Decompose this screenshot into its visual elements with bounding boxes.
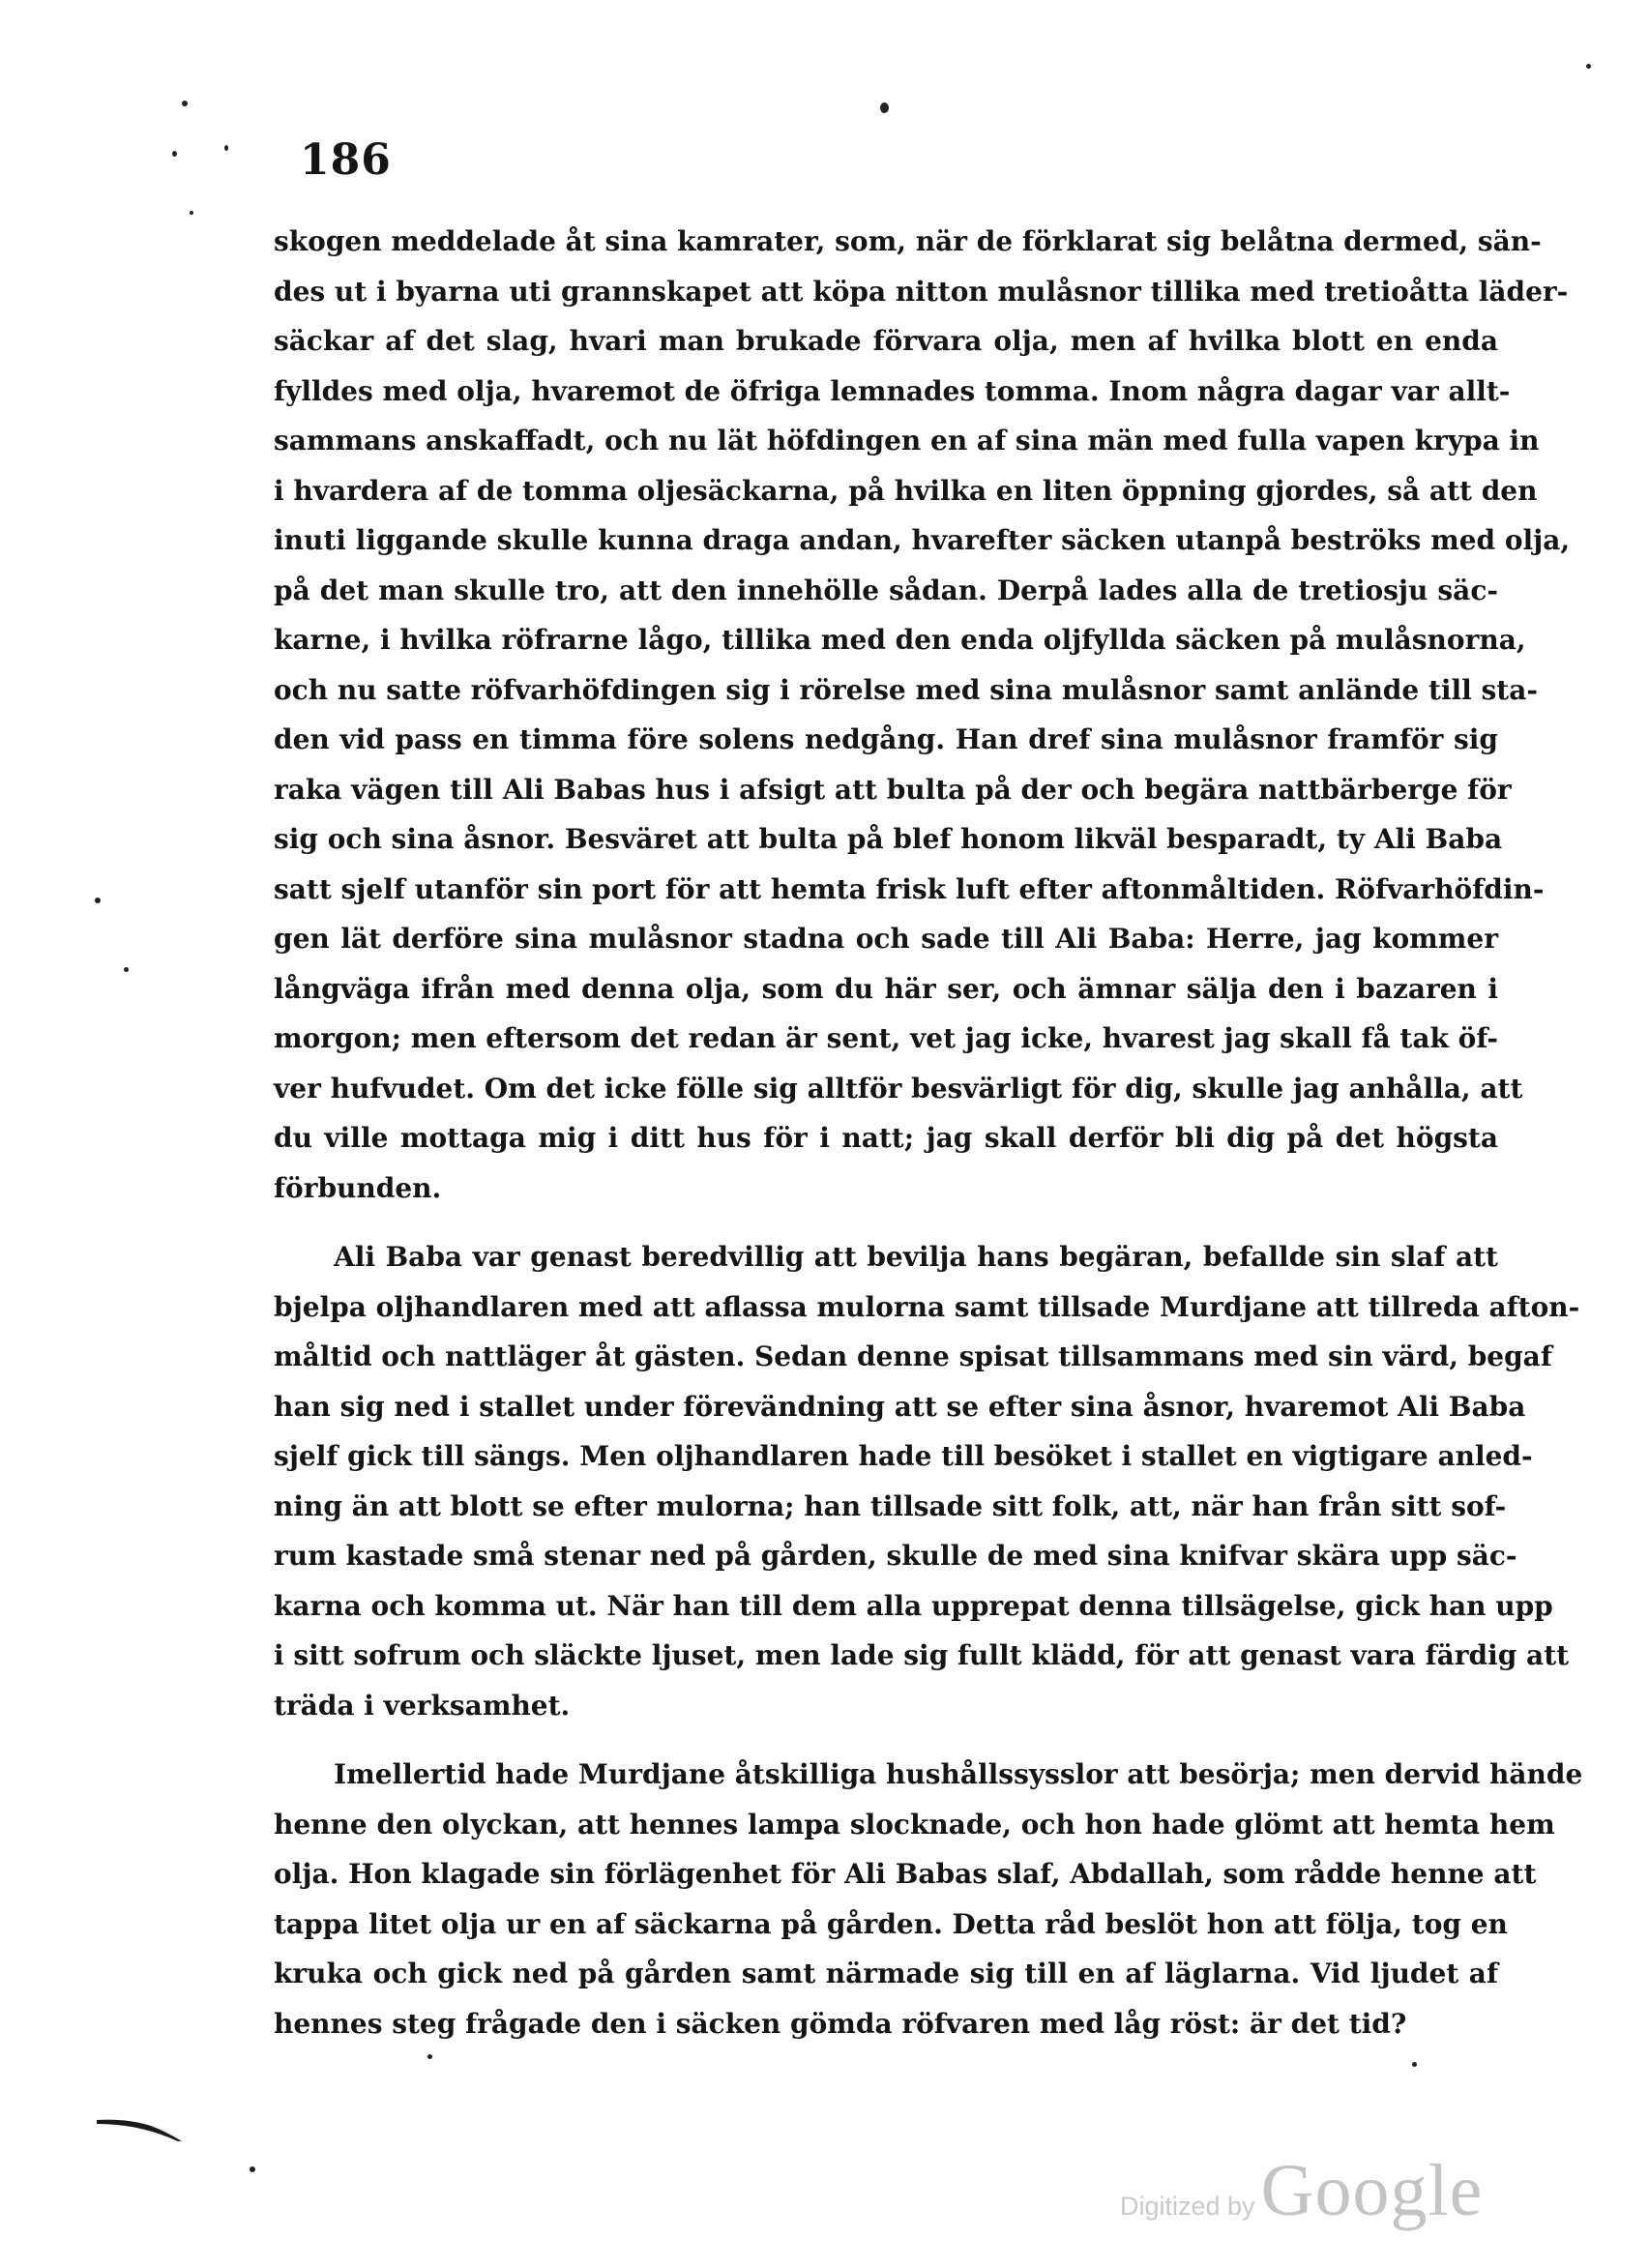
paragraph-gap [274, 1213, 1498, 1232]
text-line: olja. Hon klagade sin förlägenhet för Ali Babas slaf, Abdallah, som rådde henne att [274, 1858, 1537, 1890]
speck [1412, 2062, 1417, 2067]
body-text [274, 217, 1583, 2048]
text-line: bjelpa oljhandlaren med att aflassa mulorna samt tillsade Murdjane att tillreda afton- [274, 1290, 1580, 1323]
text-line: des ut i byarna uti grannskapet att köpa nitton mulåsnor tillika med tretioåtta läder- [274, 275, 1569, 308]
ink-scratch [97, 2116, 182, 2141]
text-line: Imellertid hade Murdjane åtskilliga hushållssysslor att besörja; men dervid hände [334, 1758, 1583, 1790]
paragraph [274, 1232, 1580, 1730]
text-line: morgon; men eftersom det redan är sent, vet jag icke, hvarest jag skall få tak öf- [274, 1022, 1498, 1054]
text-line: gen lät derföre sina mulåsnor stadna och sade till Ali Baba: Herre, jag kommer [274, 923, 1498, 955]
text-line: rum kastade små stenar ned på gården, skulle de med sina knifvar skära upp säc- [274, 1540, 1517, 1572]
text-line: henne den olyckan, att hennes lampa slocknade, och hon hade glömt att hemta hem [274, 1808, 1555, 1841]
speck [880, 103, 889, 113]
page-number: 186 [300, 135, 392, 185]
text-line: den vid pass en timma före solens nedgång. Han dref sina mulåsnor framför sig [274, 723, 1498, 755]
speck [1586, 64, 1591, 69]
text-line: han sig ned i stallet under förevändning att se efter sina åsnor, hvaremot Ali Baba [274, 1390, 1526, 1423]
watermark-prefix: Digitized by [1120, 2192, 1255, 2221]
text-line: sammans anskaffadt, och nu lät höfdingen en af sina män med fulla vapen krypa in [274, 425, 1540, 457]
paragraph [274, 1750, 1583, 2048]
speck [172, 151, 177, 157]
text-line: förbunden. [274, 1171, 442, 1204]
text-line: träda i verksamhet. [274, 1689, 571, 1722]
text-line: tappa litet olja ur en af säckarna på gården. Detta råd beslöt hon att följa, tog en [274, 1907, 1508, 1940]
text-line: du ville mottaga mig i ditt hus för i natt; jag skall derför bli dig på det högsta [274, 1122, 1498, 1154]
digitized-watermark [1120, 2149, 1483, 2233]
text-line: måltid och nattläger åt gästen. Sedan denne spisat tillsammans med sin värd, begaf [274, 1340, 1552, 1372]
text-line: karne, i hvilka röfrarne lågo, tillika med den enda oljfyllda säcken på mulåsnorna, [274, 624, 1526, 656]
paragraph-gap [274, 1730, 1498, 1750]
paragraph [274, 217, 1571, 1213]
text-line: ver hufvudet. Om det icke fölle sig alltför besvärligt för dig, skulle jag anhålla, att [274, 1072, 1523, 1105]
speck [224, 145, 228, 151]
text-line: sig och sina åsnor. Besväret att bulta på blef honom likväl besparadt, ty Ali Baba [274, 823, 1503, 855]
speck [190, 211, 193, 215]
text-line: säckar af det slag, hvari man brukade förvara olja, men af hvilka blott en enda [274, 325, 1498, 357]
text-line: kruka och gick ned på gården samt närmade sig till en af läglarna. Vid ljudet af [274, 1958, 1498, 1989]
speck [250, 2166, 255, 2172]
text-line: sjelf gick till sängs. Men oljhandlaren hade till besöket i stallet en vigtigare anled- [274, 1440, 1533, 1472]
text-line: på det man skulle tro, att den innehölle sådan. Derpå lades alla de tretiosju säc- [274, 574, 1498, 606]
text-line: långväga ifrån med denna olja, som du här ser, och ämnar sälja den i bazaren i [274, 972, 1498, 1005]
speck [182, 101, 188, 106]
text-line: karna och komma ut. När han till dem alla upprepat denna tillsägelse, gick han upp [274, 1589, 1553, 1622]
text-line: satt sjelf utanför sin port för att hemta frisk luft efter aftonmåltiden. Röfvarhöfdin- [274, 872, 1545, 905]
text-line: och nu satte röfvarhöfdingen sig i rörelse med sina mulåsnor samt anlände till sta- [274, 673, 1539, 706]
text-line: inuti liggande skulle kunna draga andan, hvarefter säcken utanpå beströks med olja, [274, 524, 1571, 556]
speck [427, 2054, 432, 2059]
text-line: Ali Baba var genast beredvillig att bevilja hans begäran, befallde sin slaf att [334, 1241, 1498, 1273]
watermark-brand: Google [1260, 2150, 1484, 2231]
text-line: i hvardera af de tomma oljesäckarna, på hvilka en liten öppning gjordes, så att den [274, 474, 1538, 507]
text-line: hennes steg frågade den i säcken gömda röfvaren med låg röst: är det tid? [274, 2007, 1407, 2040]
text-line: i sitt sofrum och släckte ljuset, men lade sig fullt klädd, för att genast vara färdig att [274, 1639, 1570, 1671]
text-line: skogen meddelade åt sina kamrater, som, när de förklarat sig belåtna dermed, sän- [274, 225, 1542, 257]
speck [95, 898, 101, 903]
text-line: raka vägen till Ali Babas hus i afsigt att bulta på der och begära nattbärberge för [274, 773, 1512, 806]
text-line: fylldes med olja, hvaremot de öfriga lemnades tomma. Inom några dagar var allt- [274, 374, 1511, 407]
text-line: ning än att blott se efter mulorna; han tillsade sitt folk, att, när han från sitt sof- [274, 1489, 1507, 1522]
speck [124, 967, 129, 972]
